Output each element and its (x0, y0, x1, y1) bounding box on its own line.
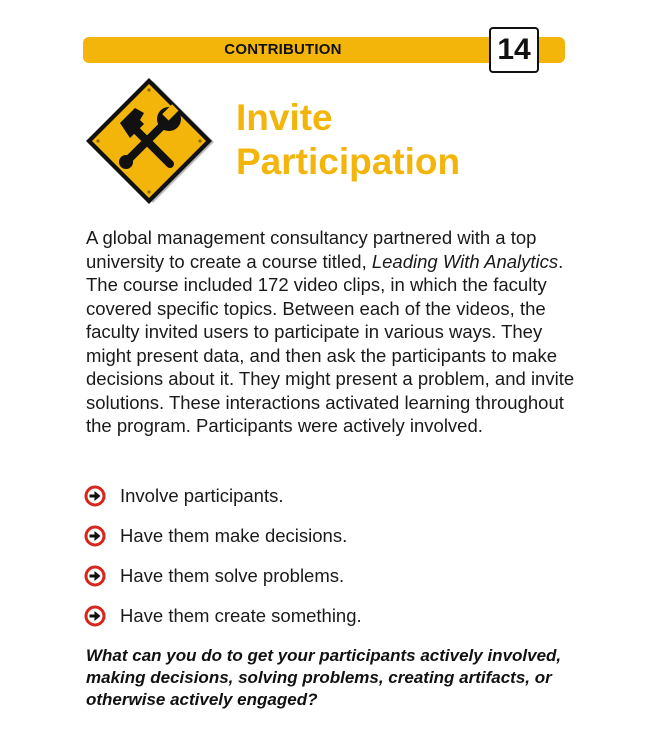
body-text-start: A global management consultancy partnered with a top university to create a course titled, (86, 227, 537, 272)
body-paragraph (86, 226, 576, 438)
bullet-item (84, 476, 362, 516)
body-text-end: . The course included 172 video clips, in which the faculty covered specific topics. Between each of the videos, the faculty invited users to participate in various ways. They might present data, and then ask the participants to make decisions about it. They might present a problem, and invite solutions. These interactions activated learning throughout the program. Participants were actively involved. (86, 250, 575, 436)
right-arrow-circle-icon (84, 485, 106, 507)
bullet-text: Involve participants. (120, 485, 284, 506)
bullet-item (84, 516, 362, 556)
bullet-text: Have them make decisions. (120, 525, 348, 546)
bullet-text: Have them create something. (120, 605, 362, 626)
right-arrow-circle-icon (84, 565, 106, 587)
crossed-hammer-wrench-warning-sign-icon (82, 76, 216, 210)
page-title (236, 96, 460, 184)
bullet-item (84, 556, 362, 596)
bullet-text: Have them solve problems. (120, 565, 345, 586)
bullet-list (84, 476, 362, 636)
course-title: Leading With Analytics (371, 250, 559, 272)
right-arrow-circle-icon (84, 525, 106, 547)
right-arrow-circle-icon (84, 605, 106, 627)
reflection-question: What can you do to get your participants actively involved, making decisions, solving problems, creating artifacts, or otherwise actively engaged? (86, 646, 562, 709)
title-line-1: Invite (236, 97, 333, 138)
page-number-badge: 14 (489, 27, 539, 73)
bullet-item (84, 596, 362, 636)
section-label: CONTRIBUTION (224, 41, 342, 58)
title-line-2: Participation (236, 141, 461, 182)
